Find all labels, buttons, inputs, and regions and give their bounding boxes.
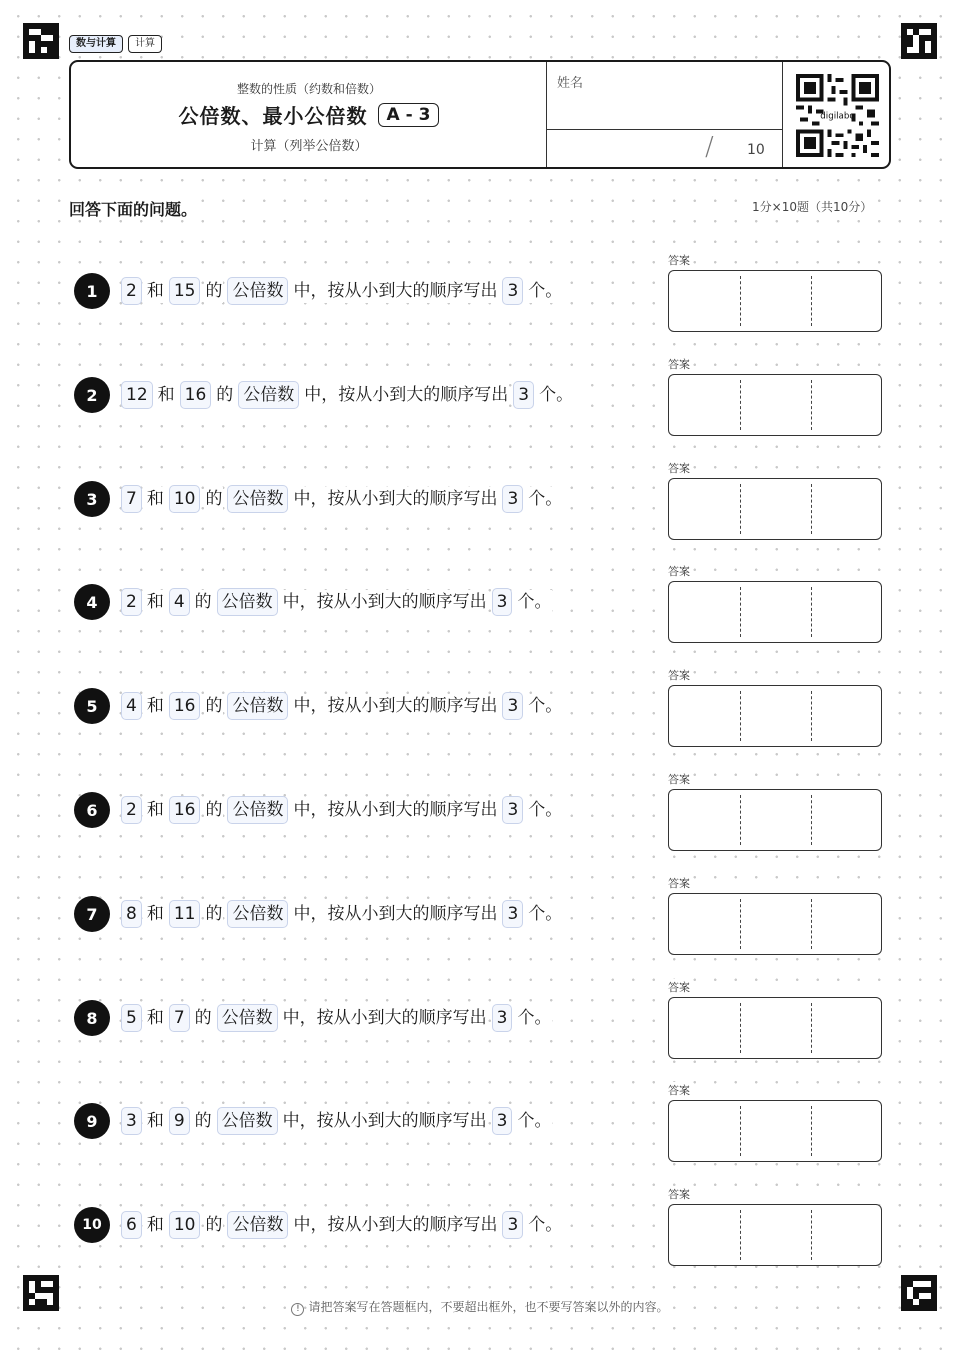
answer-label: 答案 [668,254,690,267]
question-number: 9 [74,1103,110,1139]
particle-text: 的 [216,385,234,405]
instruction-fragment: 中，按从小到大的顺序写出 [293,696,498,716]
answer-divider [740,1210,741,1260]
instruction-fragment: 中，按从小到大的顺序写出 [293,281,498,301]
ending-text: 个。 [539,385,574,405]
conjunction-text: 和 [146,281,164,301]
qr-label: digilabo [820,111,855,122]
answer-divider [811,795,812,845]
ending-text: 个。 [517,1008,552,1028]
count-box: 3 [502,900,523,928]
number-a-box: 2 [121,277,142,305]
answer-label: 答案 [668,358,690,371]
particle-text: 的 [205,489,223,509]
instruction-text: 回答下面的问题。 [69,197,197,220]
answer-box[interactable] [668,685,882,747]
ending-text: 个。 [517,592,552,612]
question-text [121,1003,552,1033]
number-b-box: 10 [169,485,201,513]
subcategory-tag: 计算 [128,35,162,53]
instruction-fragment: 中，按从小到大的顺序写出 [293,1215,498,1235]
category-tag: 数与计算 [69,35,123,53]
number-a-box: 12 [121,381,153,409]
question-number: 2 [74,377,110,413]
answer-divider [740,484,741,534]
category-tags [69,35,162,53]
term-box: 公倍数 [227,485,288,513]
footer-note [0,1298,960,1316]
ending-text: 个。 [528,489,563,509]
question-number: 3 [74,481,110,517]
answer-divider [740,795,741,845]
instruction-fragment: 中，按从小到大的顺序写出 [293,904,498,924]
answer-divider [740,691,741,741]
count-box: 3 [502,1211,523,1239]
answer-box[interactable] [668,1100,882,1162]
answer-divider [740,1003,741,1053]
term-box: 公倍数 [227,1211,288,1239]
number-a-box: 8 [121,900,142,928]
name-label: 姓名 [557,76,584,91]
conjunction-text: 和 [157,385,175,405]
registration-marker-top-left [23,23,59,59]
question-text [121,1210,563,1240]
answer-label: 答案 [668,462,690,475]
answer-divider [811,1003,812,1053]
term-box: 公倍数 [238,381,299,409]
conjunction-text: 和 [146,489,164,509]
answer-divider [811,1210,812,1260]
question-text [121,899,563,929]
question-text [121,691,563,721]
conjunction-text: 和 [146,1111,164,1131]
count-box: 3 [502,277,523,305]
answer-label: 答案 [668,981,690,994]
count-box: 3 [502,796,523,824]
count-box: 3 [502,692,523,720]
answer-divider [811,587,812,637]
particle-text: 的 [205,904,223,924]
instruction-fragment: 中，按从小到大的顺序写出 [282,1111,487,1131]
answer-label: 答案 [668,877,690,890]
info-icon: ! [291,1303,304,1316]
level-badge: A - 3 [378,103,440,127]
qr-code-icon [796,74,879,157]
particle-text: 的 [194,592,212,612]
answer-box[interactable] [668,789,882,851]
question-text [121,484,563,514]
answer-label: 答案 [668,565,690,578]
count-box: 3 [492,1004,513,1032]
conjunction-text: 和 [146,904,164,924]
number-b-box: 16 [180,381,212,409]
answer-divider [811,1106,812,1156]
instruction-fragment: 中，按从小到大的顺序写出 [293,489,498,509]
footer-text: 请把答案写在答题框内，不要超出框外，也不要写答案以外的内容。 [308,1300,669,1314]
number-a-box: 4 [121,692,142,720]
ending-text: 个。 [528,1215,563,1235]
answer-divider [740,1106,741,1156]
number-b-box: 11 [169,900,201,928]
answer-box[interactable] [668,1204,882,1266]
question-text [121,795,563,825]
question-number: 10 [74,1207,110,1243]
answer-label: 答案 [668,669,690,682]
answer-box[interactable] [668,478,882,540]
answer-box[interactable] [668,893,882,955]
answer-divider [811,276,812,326]
term-box: 公倍数 [227,796,288,824]
number-a-box: 2 [121,796,142,824]
number-b-box: 9 [169,1107,190,1135]
instruction-fragment: 中，按从小到大的顺序写出 [304,385,509,405]
number-b-box: 16 [169,692,201,720]
number-a-box: 2 [121,588,142,616]
term-box: 公倍数 [217,588,278,616]
answer-divider [811,484,812,534]
ending-text: 个。 [528,904,563,924]
answer-box[interactable] [668,374,882,436]
count-box: 3 [502,485,523,513]
particle-text: 的 [194,1008,212,1028]
answer-divider [740,587,741,637]
particle-text: 的 [194,1111,212,1131]
term-box: 公倍数 [227,277,288,305]
number-a-box: 5 [121,1004,142,1032]
question-number: 5 [74,688,110,724]
conjunction-text: 和 [146,1008,164,1028]
answer-divider [740,276,741,326]
question-number: 4 [74,584,110,620]
answer-divider [740,380,741,430]
term-box: 公倍数 [227,692,288,720]
conjunction-text: 和 [146,800,164,820]
answer-divider [811,380,812,430]
question-number: 8 [74,1000,110,1036]
title-area [71,62,547,167]
number-a-box: 6 [121,1211,142,1239]
answer-box[interactable] [668,997,882,1059]
question-text [121,587,552,617]
particle-text: 的 [205,696,223,716]
answer-label: 答案 [668,1188,690,1201]
topic-subtitle: 计算（列举公倍数） [250,139,368,154]
particle-text: 的 [205,1215,223,1235]
count-box: 3 [492,588,513,616]
score-slash: / [705,132,714,162]
number-b-box: 10 [169,1211,201,1239]
registration-marker-top-right [901,23,937,59]
particle-text: 的 [205,281,223,301]
page-title: 公倍数、最小公倍数 [178,104,368,128]
answer-label: 答案 [668,1084,690,1097]
ending-text: 个。 [528,281,563,301]
ending-text: 个。 [528,800,563,820]
answer-divider [811,899,812,949]
question-text [121,276,563,306]
conjunction-text: 和 [146,592,164,612]
question-text [121,380,574,410]
ending-text: 个。 [517,1111,552,1131]
conjunction-text: 和 [146,1215,164,1235]
count-box: 3 [492,1107,513,1135]
ending-text: 个。 [528,696,563,716]
count-box: 3 [513,381,534,409]
score-total: 10 [747,142,765,158]
term-box: 公倍数 [227,900,288,928]
worksheet-header [69,60,891,169]
answer-divider [811,691,812,741]
answer-box[interactable] [668,270,882,332]
term-box: 公倍数 [217,1004,278,1032]
number-b-box: 16 [169,796,201,824]
name-score-area [546,62,782,167]
number-a-box: 3 [121,1107,142,1135]
number-b-box: 15 [169,277,201,305]
answer-label: 答案 [668,773,690,786]
question-number: 7 [74,896,110,932]
particle-text: 的 [205,800,223,820]
number-b-box: 4 [169,588,190,616]
question-text [121,1106,552,1136]
score-divider [547,129,783,130]
unit-subtitle: 整数的性质（约数和倍数） [236,82,381,96]
title-row [71,100,547,129]
instruction-fragment: 中，按从小到大的顺序写出 [293,800,498,820]
answer-divider [740,899,741,949]
conjunction-text: 和 [146,696,164,716]
instruction-fragment: 中，按从小到大的顺序写出 [282,592,487,612]
instruction-fragment: 中，按从小到大的顺序写出 [282,1008,487,1028]
question-number: 1 [74,273,110,309]
answer-box[interactable] [668,581,882,643]
term-box: 公倍数 [217,1107,278,1135]
number-b-box: 7 [169,1004,190,1032]
number-a-box: 7 [121,485,142,513]
qr-area [782,62,891,167]
question-number: 6 [74,792,110,828]
points-info: 1分×10题（共10分） [752,200,873,214]
